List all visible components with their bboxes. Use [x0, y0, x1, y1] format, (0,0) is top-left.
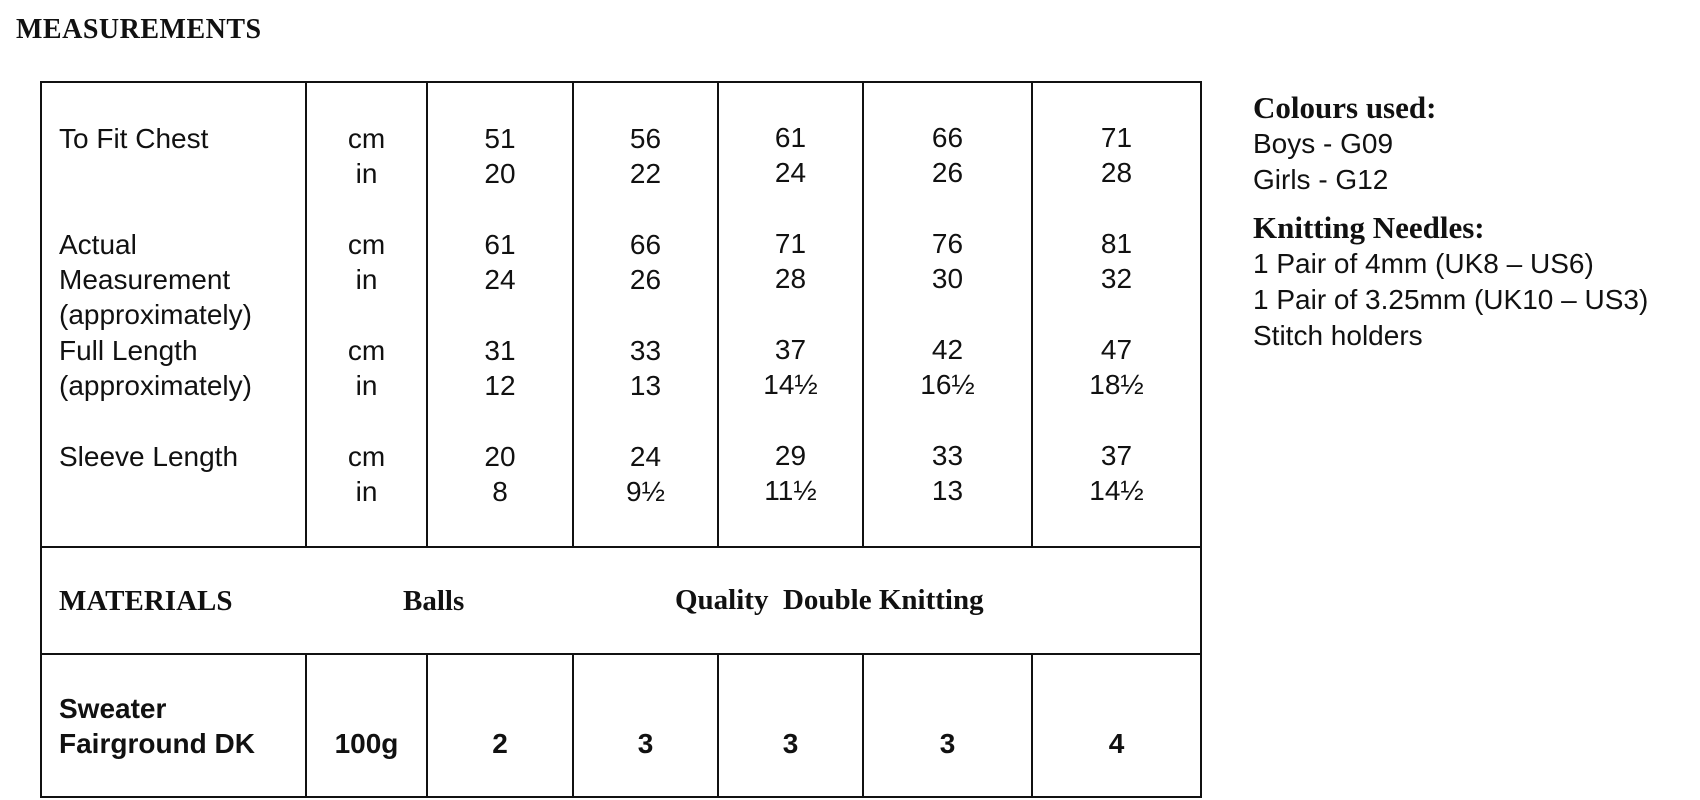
row-label: (approximately)	[59, 299, 252, 330]
size-value: 14½	[763, 369, 818, 400]
size-value: 24	[774, 157, 807, 188]
size-value: 13	[931, 475, 964, 506]
size-value: 71	[774, 228, 807, 259]
size-value: 37	[1100, 440, 1133, 471]
size-value: 61	[774, 122, 807, 153]
colour-item: Girls - G12	[1253, 164, 1389, 195]
size-value: 31	[484, 335, 516, 366]
row-label: Full Length	[59, 335, 198, 366]
unit-cm: cm	[347, 229, 386, 260]
size-value: 20	[484, 158, 516, 189]
size-value: 42	[931, 334, 964, 365]
size-value: 24	[629, 441, 662, 472]
unit-in: in	[355, 158, 378, 189]
size-value: 14½	[1089, 475, 1144, 506]
size-value: 37	[774, 334, 807, 365]
size-value: 20	[484, 441, 516, 472]
row-label: Measurement	[59, 264, 231, 295]
needle-item: 1 Pair of 3.25mm (UK10 – US3)	[1253, 284, 1649, 315]
ball-count: 3	[782, 728, 799, 759]
unit-cm: cm	[347, 123, 386, 154]
size-value: 12	[484, 370, 516, 401]
size-value: 30	[931, 263, 964, 294]
ball-count: 2	[492, 728, 508, 759]
size-value: 8	[492, 476, 508, 507]
size-value: 66	[931, 122, 964, 153]
table-border-bottom	[40, 796, 1202, 798]
size-value: 76	[931, 228, 964, 259]
row-label: (approximately)	[59, 370, 252, 401]
garment-label: Sweater	[59, 693, 167, 724]
ball-count: 4	[1108, 728, 1125, 759]
size-value: 51	[484, 123, 516, 154]
balls-heading: Balls	[403, 585, 465, 617]
ball-weight: 100g	[334, 728, 399, 759]
size-value: 32	[1100, 263, 1133, 294]
size-value: 22	[629, 158, 662, 189]
unit-cm: cm	[347, 441, 386, 472]
quality-heading: Quality Double Knitting	[675, 584, 984, 616]
size-value: 61	[484, 229, 516, 260]
size-value: 9½	[626, 476, 665, 507]
unit-in: in	[355, 264, 378, 295]
size-value: 16½	[920, 369, 975, 400]
size-value: 24	[484, 264, 516, 295]
table-rule-1	[40, 546, 1202, 548]
table-rule-2	[40, 653, 1202, 655]
size-value: 29	[774, 440, 807, 471]
colour-item: Boys - G09	[1253, 128, 1394, 159]
ball-count: 3	[939, 728, 956, 759]
needles-heading: Knitting Needles:	[1253, 210, 1485, 245]
needle-item: Stitch holders	[1253, 320, 1423, 351]
size-value: 11½	[764, 475, 817, 506]
colours-section	[1253, 90, 1436, 198]
unit-cm: cm	[347, 335, 386, 366]
size-value: 18½	[1089, 369, 1144, 400]
size-value: 13	[629, 370, 662, 401]
row-label: Sleeve Length	[59, 441, 239, 472]
table-border-top	[40, 81, 1202, 83]
size-value: 28	[774, 263, 807, 294]
table-border-right	[1200, 81, 1202, 798]
size-value: 66	[629, 229, 662, 260]
size-value: 26	[629, 264, 662, 295]
unit-in: in	[355, 370, 378, 401]
ball-count: 3	[637, 728, 654, 759]
needle-item: 1 Pair of 4mm (UK8 – US6)	[1253, 248, 1594, 279]
row-label: To Fit Chest	[59, 123, 209, 154]
colours-heading: Colours used:	[1253, 90, 1437, 125]
yarn-label: Fairground DK	[59, 728, 255, 759]
unit-in: in	[355, 476, 378, 507]
row-label: Actual	[59, 229, 137, 260]
size-value: 33	[629, 335, 662, 366]
size-value: 26	[931, 157, 964, 188]
table-border-left	[40, 81, 42, 798]
size-value: 47	[1100, 334, 1133, 365]
size-value: 28	[1100, 157, 1133, 188]
size-value: 81	[1100, 228, 1133, 259]
needles-section	[1253, 210, 1648, 354]
size-value: 71	[1100, 122, 1133, 153]
size-value: 56	[629, 123, 662, 154]
materials-heading: MATERIALS	[59, 585, 233, 617]
size-value: 33	[931, 440, 964, 471]
page-title: MEASUREMENTS	[16, 14, 262, 45]
